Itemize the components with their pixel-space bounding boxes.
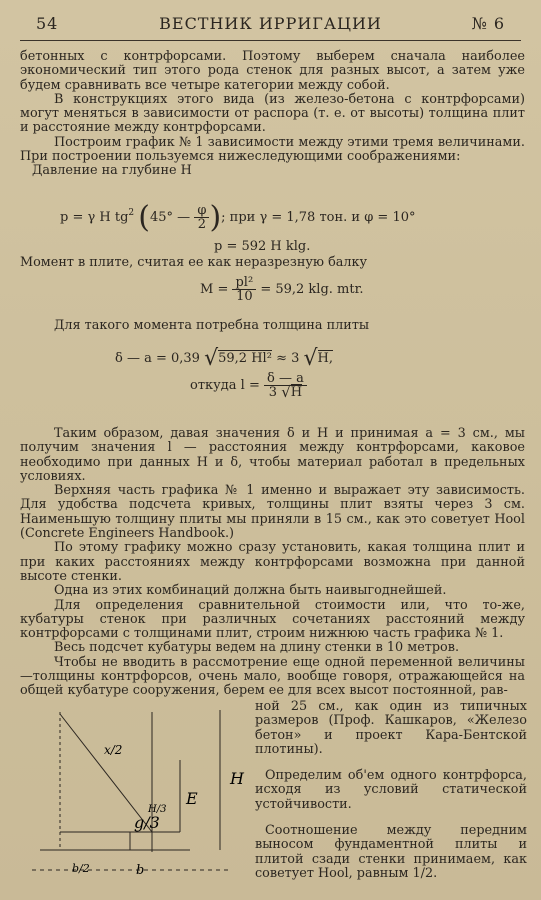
- paragraph-6: По этому графику можно сразу установить, какая толщина плит и при каких расстояниях между контрфорсами возможна при данной высоте стенки.: [20, 540, 525, 584]
- paragraph-2: В конструкциях этого вида (из железо-бетона с контрфорсами) могут меняться в зависимости от распора (т. е. от высоты) толщина плит и расстояние между контрфорсами.: [20, 91, 525, 136]
- label-g3: g/3: [134, 813, 160, 832]
- issue-number: № 6: [471, 14, 505, 33]
- label-x: x/2: [104, 743, 123, 757]
- buttress-diagram: [20, 702, 250, 890]
- paragraph-8: Для определения сравнительной стоимости или, что то-же, кубатуры стенок при различных сочетаниях расстояний между контрфорсами с толщинами плит, строим нижнюю часть графика № 1.: [20, 597, 525, 642]
- formula-spacing: откуда l = $\frac{\delta — a}{3 √H}$: [190, 372, 307, 399]
- thickness-line-block: [20, 319, 525, 333]
- paragraph-1: бетонных с контрфорсами. Поэтому выберем сначала наиболее экономический тип этого рода стенок для разных высот, а затем уже будем сравнивать все четыре категории между собой.: [20, 49, 525, 93]
- header-rule: [20, 40, 521, 41]
- running-header: [28, 14, 513, 36]
- right-column: [255, 700, 527, 881]
- page-number: 54: [36, 14, 59, 33]
- text-block-top: [20, 50, 525, 179]
- label-h: H: [230, 769, 244, 788]
- paragraph-5: Верхняя часть графика № 1 именно и выражает эту зависимость. Для удобства подсчета кривых, толщины плит взяты через 3 см. Наименьшую толщину плиты мы приняли в 15 см., как это советует Hool (Concrete Engineers Handbook.): [20, 483, 525, 542]
- paragraph-7: Одна из этих комбинаций должна быть наивыгоднейшей.: [54, 583, 447, 599]
- thickness-line: Для такого момента потребна толщина плиты: [54, 318, 370, 333]
- moment-line-block: [20, 256, 525, 270]
- paragraph-9: Весь подсчет кубатуры ведем на длину стенки в 10 метров.: [54, 640, 460, 656]
- right-para-3: Соотношение между передним выносом фундаментной плиты и плитой сзади стенки принимаем, как советует Hool, равным 1/2.: [255, 823, 527, 881]
- label-h3: H/3: [148, 804, 167, 815]
- pressure-line: Давление на глубине H: [32, 163, 192, 179]
- formula-thickness: δ — a = 0,39 √59,2 Hl² ≈ 3 √H,: [115, 346, 334, 371]
- label-e: E: [186, 789, 198, 808]
- right-para-1: ной 25 см., как один из типичных размеров (Проф. Кашкаров, «Железо бетон» и проект Кара-Бентской плотины).: [255, 699, 527, 757]
- paragraph-4: Таким образом, давая значения δ и H и принимая a = 3 см., мы получим значения l — расстояния между контрфорсами, каковое необходимо при данных H и δ, чтобы материал работал в предельных условиях.: [20, 426, 525, 484]
- paragraph-10: Чтобы не вводить в рассмотрение еще одной переменной величины —толщины контрфорсов, очень мало, вообще говоря, отражающейся на общей кубатуре сооружения, берем ее для всех высот постоянной, рав-: [20, 654, 525, 699]
- text-block-middle: [20, 427, 525, 699]
- right-para-2: Определим об'ем одного контрфорса, исходя из условий статической устойчивости.: [255, 768, 527, 812]
- moment-line: Момент в плите, считая ее как неразрезную балку: [20, 255, 368, 270]
- formula-p592: p = 592 H klg.: [214, 239, 311, 254]
- journal-title: ВЕСТНИК ИРРИГАЦИИ: [159, 14, 382, 33]
- paragraph-3: Построим график № 1 зависимости между этими тремя величинами. При построении пользуемся нижеследующими соображениями:: [20, 134, 525, 165]
- label-b: b: [136, 863, 145, 878]
- formula-moment: M = $\frac{\text{pl²}}{10}$ = 59,2 klg. mtr.: [200, 275, 364, 304]
- formula-pressure: p = γ H $tg^2$ (45° — $\frac{\varphi}{2}$ ); при γ = 1,78 тон. и φ = 10°: [60, 200, 416, 235]
- label-b2: b/2: [72, 862, 90, 875]
